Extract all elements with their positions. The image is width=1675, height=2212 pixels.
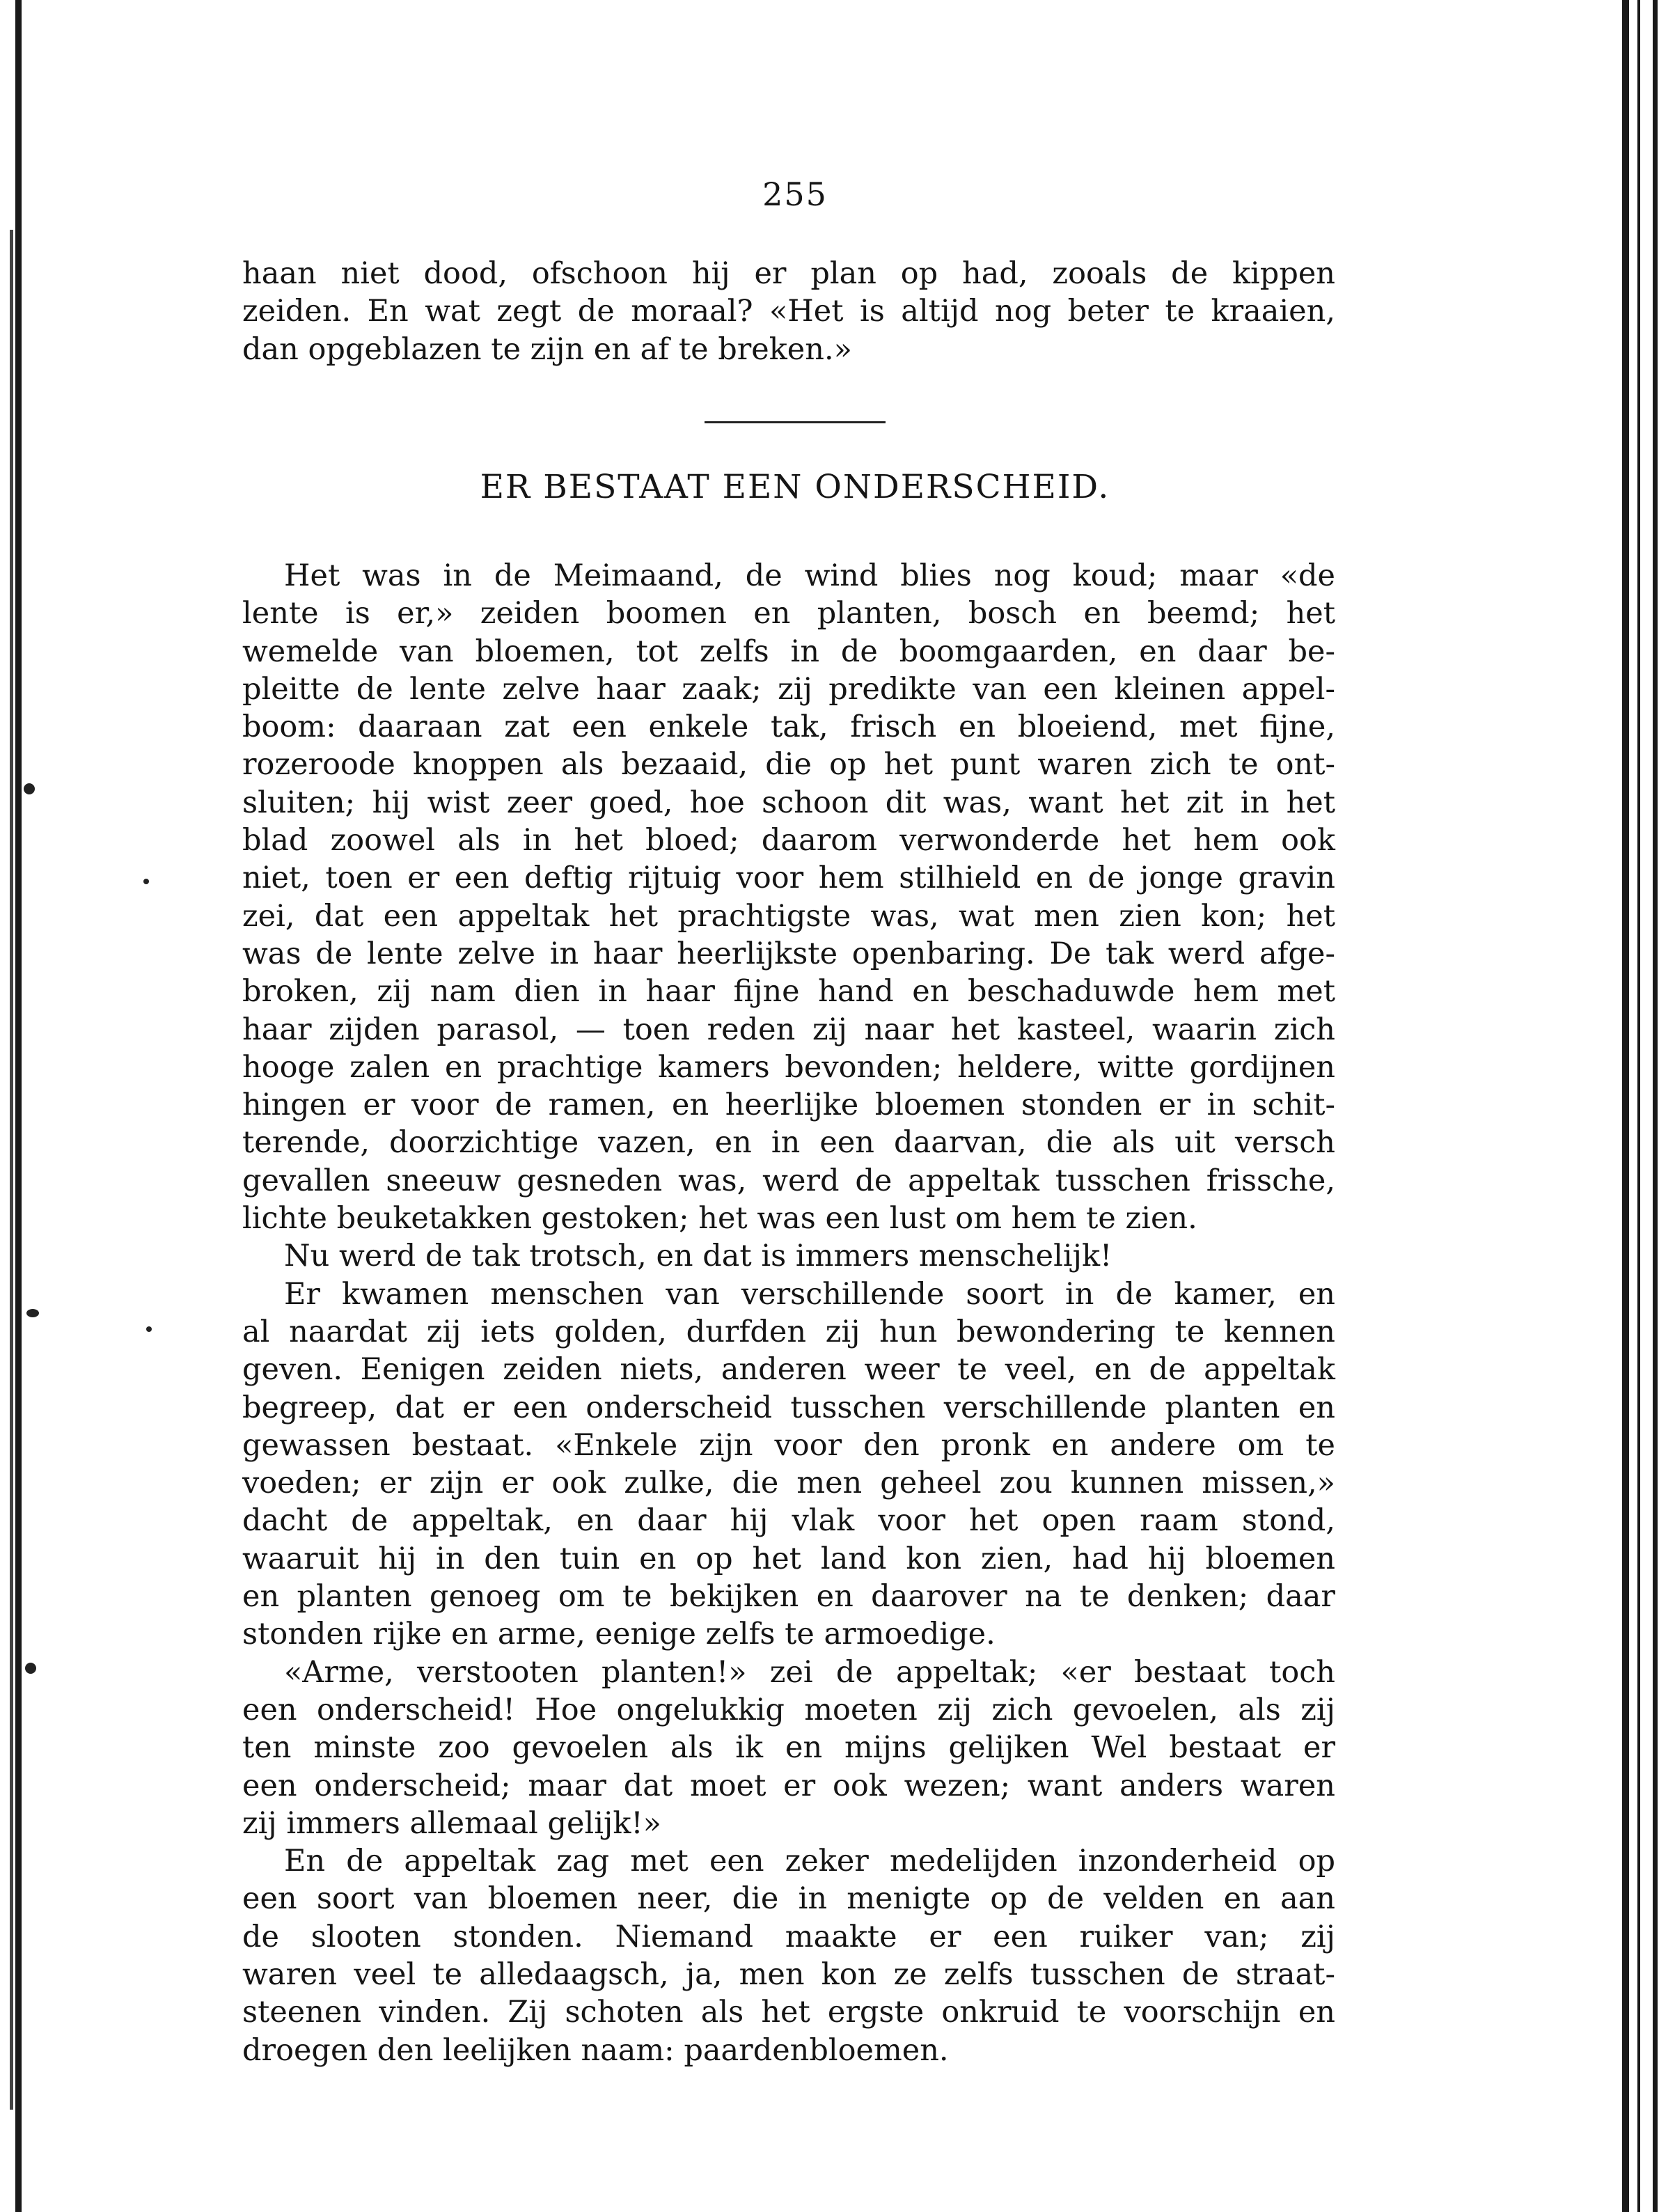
text-line: stonden rijke en arme, eenige zelfs te armoedige. <box>242 1617 996 1652</box>
text-line: dan opgeblazen te zijn en af te breken.» <box>242 331 852 367</box>
text-line: een onderscheid! Hoe ongelukkig moeten zij zich gevoelen, als zij <box>242 1692 1335 1727</box>
text-line: ten minste zoo gevoelen als ik en mijns gelijken Wel bestaat er <box>242 1730 1335 1766</box>
text-line: dacht de appeltak, en daar hij vlak voor het open raam stond, <box>242 1503 1335 1539</box>
text-line: was de lente zelve in haar heerlijkste openbaring. De tak werd afge- <box>242 936 1335 971</box>
text-line: wemelde van bloemen, tot zelfs in de boomgaarden, en daar be- <box>242 634 1335 669</box>
text-line: steenen vinden. Zij schoten als het ergste onkruid te voorschijn en <box>242 1995 1335 2030</box>
text-line: en planten genoeg om te bekijken en daarover na te denken; daar <box>242 1579 1335 1615</box>
text-line: waren veel te alledaagsch, ja, men kon ze zelfs tusschen de straat- <box>242 1956 1335 1992</box>
right-page-edge-inner <box>1637 0 1640 2212</box>
text-line: niet, toen er een deftig rijtuig voor hem stilhield en de jonge gravin <box>242 861 1335 896</box>
text-line: lente is er,» zeiden boomen en planten, bosch en beemd; het <box>242 596 1335 632</box>
right-page-edge-outer <box>1653 0 1658 2212</box>
text-line: lichte beuketakken gestoken; het was een lust om hem te zien. <box>242 1201 1197 1237</box>
right-page-edge <box>1622 0 1629 2212</box>
text-line: droegen den leelijken naam: paardenbloemen. <box>242 2032 949 2068</box>
text-line: gewassen bestaat. «Enkele zijn voor den pronk en andere om te <box>242 1427 1335 1463</box>
page-number: 255 <box>762 175 828 213</box>
text-line: haar zijden parasol, — toen reden zij naar het kasteel, waarin zich <box>242 1012 1335 1047</box>
text-line: Er kwamen menschen van verschillende soort in de kamer, en <box>284 1276 1335 1312</box>
text-line: pleitte de lente zelve haar zaak; zij predikte van een kleinen appel- <box>242 671 1335 707</box>
text-line: rozeroode knoppen als bezaaid, die op het punt waren zich te ont- <box>242 747 1335 783</box>
scan-speck <box>25 1663 36 1674</box>
text-line: zij immers allemaal gelijk!» <box>242 1805 661 1841</box>
text-line: Het was in de Meimaand, de wind blies nog koud; maar «de <box>284 558 1335 593</box>
text-line: broken, zij nam dien in haar fijne hand en beschaduwde hem met <box>242 974 1335 1010</box>
scan-speck <box>26 1309 39 1317</box>
scan-speck <box>24 783 35 794</box>
story-body <box>242 557 1335 2069</box>
text-line: waaruit hij in den tuin en op het land kon zien, had hij bloemen <box>242 1541 1335 1576</box>
text-line: zeiden. En wat zegt de moraal? «Het is altijd nog beter te kraaien, <box>242 294 1335 329</box>
section-divider <box>705 421 886 423</box>
text-line: een onderscheid; maar dat moet er ook wezen; want anders waren <box>242 1768 1335 1803</box>
text-line: haan niet dood, ofschoon hij er plan op had, zooals de kippen <box>242 256 1335 291</box>
text-line: En de appeltak zag met een zeker medelijden inzonderheid op <box>284 1844 1335 1879</box>
text-line: sluiten; hij wist zeer goed, hoe schoon dit was, want het zit in het <box>242 785 1335 820</box>
text-line: zei, dat een appeltak het prachtigste was, wat men zien kon; het <box>242 898 1335 934</box>
text-line: boom: daaraan zat een enkele tak, frisch en bloeiend, met fijne, <box>242 709 1335 745</box>
text-line: Nu werd de tak trotsch, en dat is immers menschelijk! <box>284 1239 1112 1274</box>
left-page-edge <box>15 0 22 2212</box>
text-line: voeden; er zijn er ook zulke, die men geheel zou kunnen missen,» <box>242 1466 1335 1501</box>
text-line: terende, doorzichtige vazen, en in een daarvan, die als uit versch <box>242 1125 1335 1161</box>
text-line: gevallen sneeuw gesneden was, werd de appeltak tusschen frissche, <box>242 1163 1335 1198</box>
text-line: blad zoowel als in het bloed; daarom verwonderde het hem ook <box>242 823 1335 858</box>
scan-speck <box>143 879 149 884</box>
text-line: hooge zalen en prachtige kamers bevonden; heldere, witte gordijnen <box>242 1049 1335 1085</box>
chapter-heading: ER BESTAAT EEN ONDERSCHEID. <box>480 468 1110 506</box>
text-line: «Arme, verstooten planten!» zei de appeltak; «er bestaat toch <box>284 1654 1335 1690</box>
scan-speck <box>146 1326 152 1332</box>
text-line: geven. Eenigen zeiden niets, anderen weer te veel, en de appeltak <box>242 1352 1335 1388</box>
text-line: de slooten stonden. Niemand maakte er een ruiker van; zij <box>242 1919 1335 1954</box>
text-line: een soort van bloemen neer, die in menigte op de velden en aan <box>242 1881 1335 1917</box>
left-page-edge-shadow <box>10 230 13 2110</box>
intro-paragraph <box>242 255 1335 368</box>
text-line: begreep, dat er een onderscheid tusschen verschillende planten en <box>242 1390 1335 1425</box>
text-line: hingen er voor de ramen, en heerlijke bloemen stonden er in schit- <box>242 1088 1335 1123</box>
text-line: al naardat zij iets golden, durfden zij hun bewondering te kennen <box>242 1314 1335 1349</box>
